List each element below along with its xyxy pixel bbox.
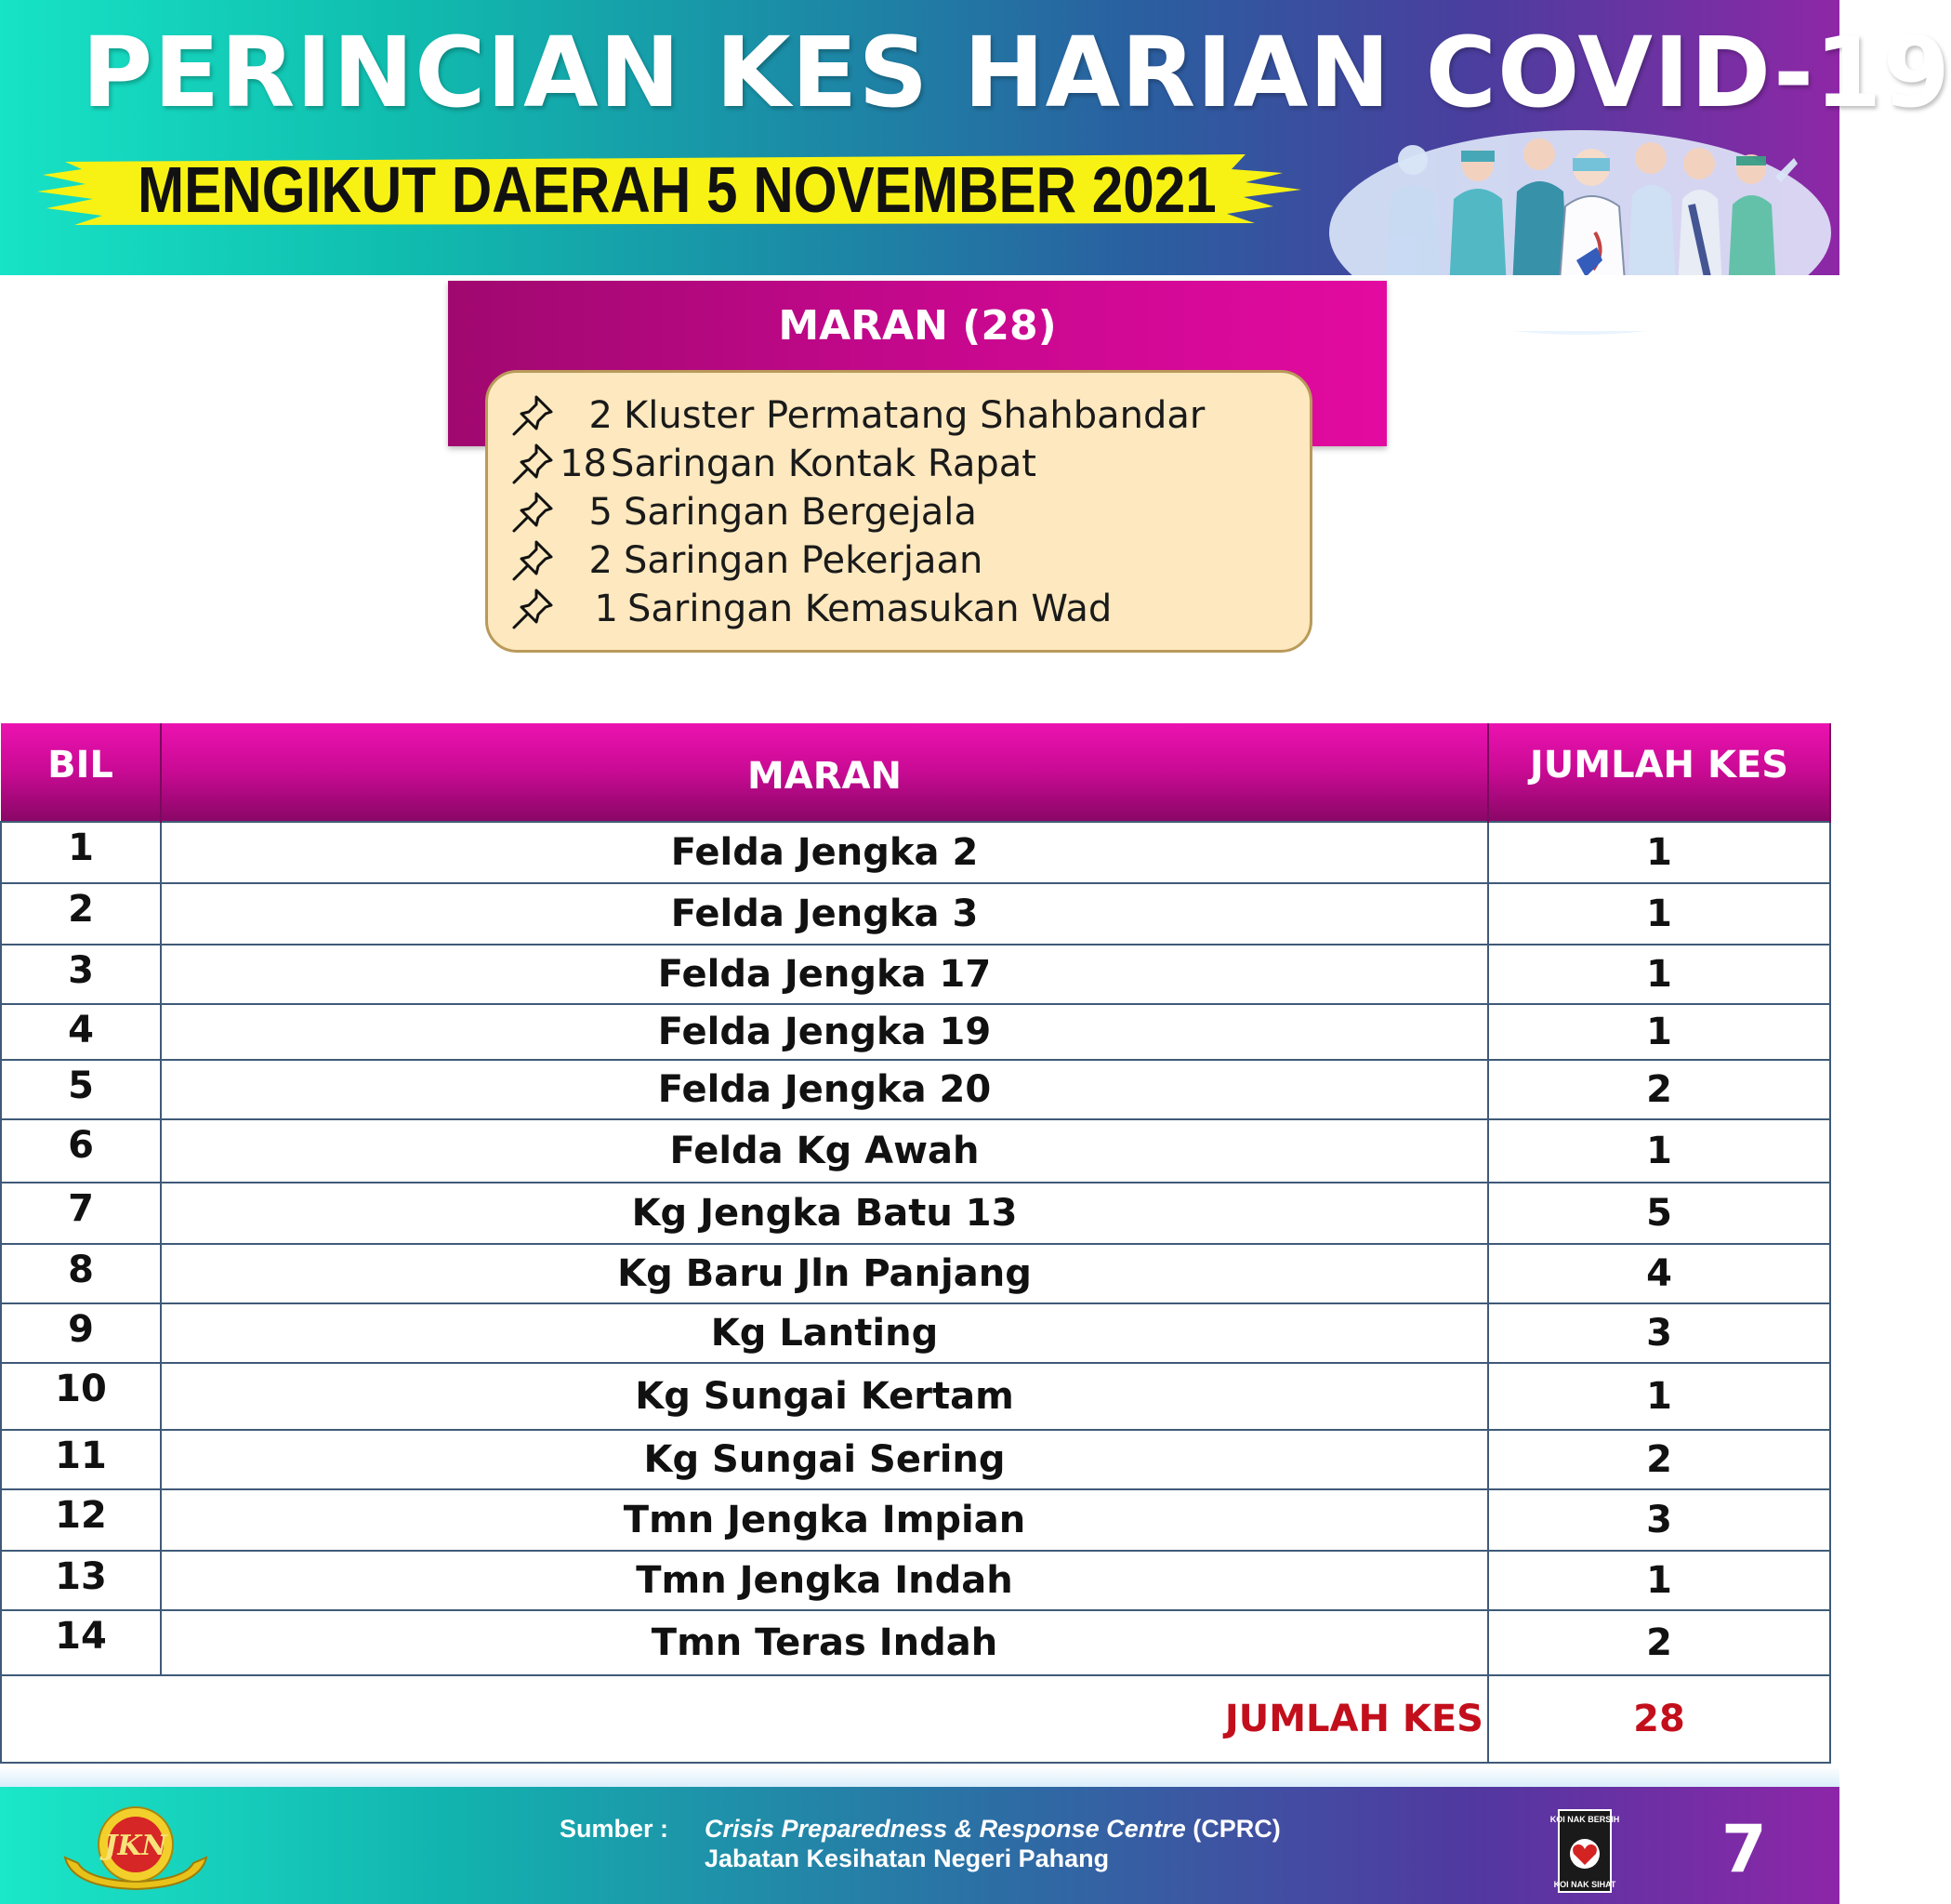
table-header-row	[1, 723, 1830, 822]
summary-label: Saringan Bergejala	[624, 491, 977, 534]
row-location: Tmn Jengka Indah	[161, 1551, 1488, 1610]
summary-item	[508, 536, 1308, 585]
summary-count: 2	[588, 539, 613, 582]
page-title: PERINCIAN KES HARIAN COVID-19	[82, 16, 1951, 129]
row-case-count: 3	[1488, 1303, 1830, 1363]
header-banner	[0, 0, 1951, 275]
row-location: Felda Jengka 2	[161, 822, 1488, 883]
row-bil: 13	[1, 1551, 161, 1610]
pushpin-icon	[508, 440, 559, 488]
row-case-count: 1	[1488, 1004, 1830, 1060]
row-bil: 6	[1, 1119, 161, 1183]
header-name: MARAN	[161, 723, 1488, 822]
summary-count: 1	[594, 588, 618, 630]
summary-count: 2	[588, 394, 613, 437]
table-row	[1, 1489, 1830, 1551]
table-row	[1, 883, 1830, 945]
summary-label: Kluster Permatang Shahbandar	[624, 394, 1206, 437]
row-bil: 1	[1, 822, 161, 883]
source-label: Sumber :	[560, 1815, 669, 1843]
table-row	[1, 1363, 1830, 1430]
koi-nak-sihat-logo	[1549, 1809, 1620, 1893]
summary-label: Saringan Pekerjaan	[624, 539, 983, 582]
summary-item	[508, 488, 1308, 536]
svg-text:KOI NAK BERSIH	[1550, 1815, 1620, 1824]
table-row	[1, 1244, 1830, 1303]
row-location: Felda Kg Awah	[161, 1119, 1488, 1183]
district-title: MARAN (28)	[778, 302, 1057, 350]
row-bil: 12	[1, 1489, 161, 1551]
table-row	[1, 945, 1830, 1004]
summary-label: Saringan Kontak Rapat	[611, 443, 1036, 485]
header-count: JUMLAH KES	[1488, 723, 1830, 822]
summary-item	[508, 585, 1308, 633]
table-row	[1, 1430, 1830, 1489]
source-org-abbr: (CPRC)	[1185, 1815, 1281, 1843]
row-location: Kg Jengka Batu 13	[161, 1183, 1488, 1244]
row-bil: 9	[1, 1303, 161, 1363]
row-case-count: 1	[1488, 1119, 1830, 1183]
row-location: Kg Sungai Sering	[161, 1430, 1488, 1489]
table-total-row	[1, 1675, 1830, 1763]
row-case-count: 4	[1488, 1244, 1830, 1303]
source-org-name: Crisis Preparedness & Response Centre	[705, 1815, 1186, 1843]
summary-count: 18	[560, 443, 607, 485]
row-bil: 3	[1, 945, 161, 1004]
pushpin-icon	[508, 488, 559, 536]
pushpin-icon	[508, 536, 559, 585]
row-case-count: 2	[1488, 1430, 1830, 1489]
row-bil: 11	[1, 1430, 161, 1489]
header-bil: BIL	[1, 723, 161, 822]
cases-table-container	[0, 723, 1829, 1764]
table-row	[1, 1303, 1830, 1363]
row-bil: 7	[1, 1183, 161, 1244]
row-case-count: 3	[1488, 1489, 1830, 1551]
koi-top-text: KOI NAK BERSIH	[1549, 1815, 1620, 1824]
row-case-count: 1	[1488, 1363, 1830, 1430]
row-location: Tmn Jengka Impian	[161, 1489, 1488, 1551]
row-case-count: 2	[1488, 1610, 1830, 1675]
row-location: Felda Jengka 19	[161, 1004, 1488, 1060]
row-location: Felda Jengka 20	[161, 1060, 1488, 1119]
summary-item	[508, 391, 1308, 440]
pushpin-icon	[508, 391, 559, 440]
table-row	[1, 822, 1830, 883]
total-label: JUMLAH KES	[1, 1675, 1488, 1763]
table-row	[1, 1183, 1830, 1244]
source-organization	[705, 1815, 1281, 1844]
row-bil: 14	[1, 1610, 161, 1675]
jkn-logo	[54, 1802, 218, 1895]
table-row	[1, 1004, 1830, 1060]
koi-bottom-text: KOI NAK SIHAT	[1553, 1880, 1616, 1889]
row-bil: 10	[1, 1363, 161, 1430]
total-value: 28	[1488, 1675, 1830, 1763]
row-bil: 2	[1, 883, 161, 945]
row-location: Felda Jengka 17	[161, 945, 1488, 1004]
row-location: Kg Lanting	[161, 1303, 1488, 1363]
case-summary-box	[485, 370, 1312, 653]
row-case-count: 5	[1488, 1183, 1830, 1244]
table-row	[1, 1119, 1830, 1183]
row-case-count: 2	[1488, 1060, 1830, 1119]
row-bil: 5	[1, 1060, 161, 1119]
summary-item	[508, 440, 1308, 488]
table-row	[1, 1551, 1830, 1610]
summary-label: Saringan Kemasukan Wad	[627, 588, 1113, 630]
row-bil: 4	[1, 1004, 161, 1060]
row-case-count: 1	[1488, 883, 1830, 945]
row-case-count: 1	[1488, 945, 1830, 1004]
cases-table	[0, 723, 1831, 1764]
row-location: Kg Baru Jln Panjang	[161, 1244, 1488, 1303]
source-department: Jabatan Kesihatan Negeri Pahang	[705, 1844, 1110, 1872]
table-row	[1, 1060, 1830, 1119]
table-row	[1, 1610, 1830, 1675]
page-subtitle: MENGIKUT DAERAH 5 NOVEMBER 2021	[138, 153, 1217, 226]
row-location: Felda Jengka 3	[161, 883, 1488, 945]
row-location: Kg Sungai Kertam	[161, 1363, 1488, 1430]
jkn-logo-text: JKN	[104, 1830, 167, 1862]
pushpin-icon	[508, 585, 559, 633]
summary-count: 5	[588, 491, 613, 534]
row-location: Tmn Teras Indah	[161, 1610, 1488, 1675]
row-case-count: 1	[1488, 822, 1830, 883]
row-bil: 8	[1, 1244, 161, 1303]
row-case-count: 1	[1488, 1551, 1830, 1610]
page-number: 7	[1721, 1811, 1767, 1887]
